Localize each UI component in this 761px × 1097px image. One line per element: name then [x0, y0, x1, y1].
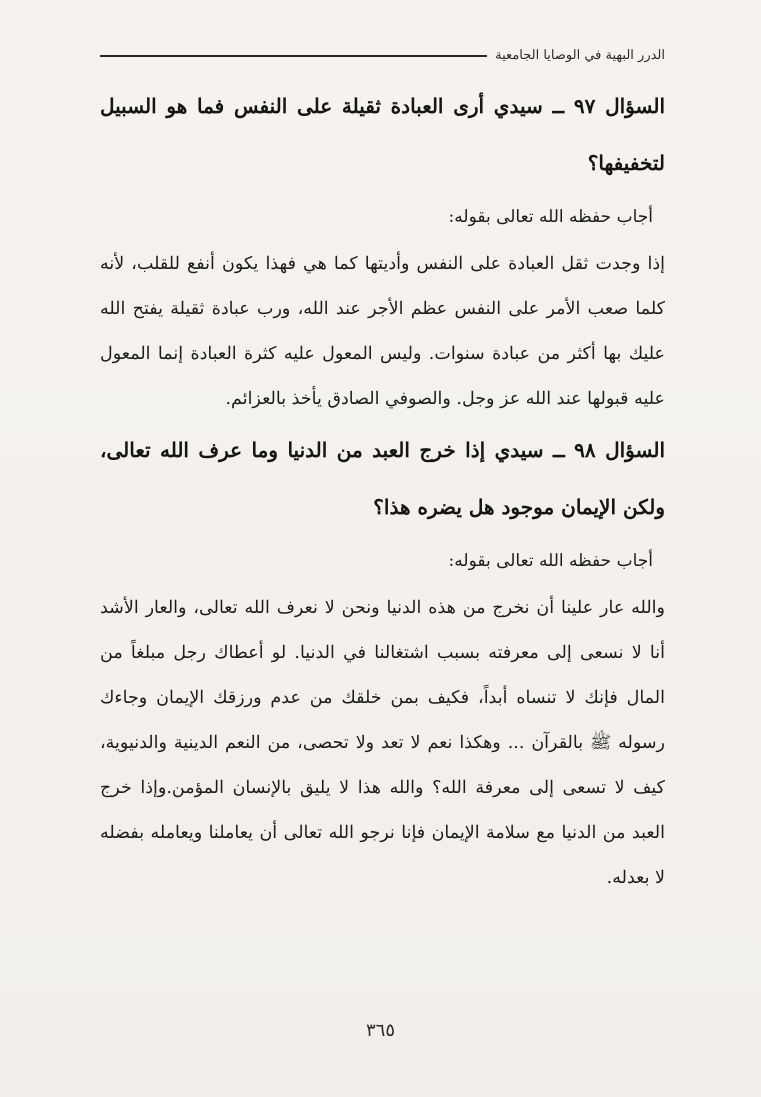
question-97: السؤال ٩٧ ــ سيدي أرى العبادة ثقيلة على النفس فما هو السبيل لتخفيفها؟ — [100, 94, 666, 175]
question-98: السؤال ٩٨ ــ سيدي إذا خرج العبد من الدنيا وما عرف الله تعالى، ولكن الإيمان موجود هل يضره هذا؟ — [100, 438, 665, 519]
answer-97: إذا وجدت ثقل العبادة على النفس وأديتها كما هي فهذا يكون أنفع للقلب، لأنه كلما صعب الأمر على النفس عظم الأجر عند الله، ورب عبادة ثقيلة يفتح الله عليك بها أكثر من عبادة سنوات. وليس المعول عليه كثرة العبادة إنما المعول عليه قبولها عند الله عز وجل. والصوفي الصادق يأخذ بالعزائم. — [100, 254, 665, 409]
header-rule — [100, 55, 487, 57]
answer-intro-98: أجاب حفظه الله تعالى بقوله: — [448, 551, 653, 571]
running-header — [100, 48, 665, 63]
page-content — [100, 78, 665, 901]
answer-98: والله عار علينا أن نخرج من هذه الدنيا ونحن لا نعرف الله تعالى، والعار الأشد أنا لا نسعى إلى معرفته بسبب اشتغالنا في الدنيا. لو أعطاك رجل مبلغاً من المال فإنك لا تنساه أبداً، فكيف بمن خلقك من عدم ورزقك الإيمان وجاءك رسوله ﷺ بالقرآن ... وهكذا نعم لا تعد ولا تحصى، من النعم الدينية والدنيوية، كيف لا تسعى إلى معرفة الله؟ والله هذا لا يليق بالإنسان المؤمن.وإذا خرج العبد من الدنيا مع سلامة الإيمان فإنا نرجو الله تعالى أن يعاملنا ويعامله بفضله لا بعدله. — [100, 598, 665, 888]
page-number: ٣٦٥ — [365, 1020, 395, 1041]
running-header-title: الدرر البهية في الوصايا الجامعية — [495, 48, 665, 63]
answer-intro-97: أجاب حفظه الله تعالى بقوله: — [448, 207, 653, 227]
